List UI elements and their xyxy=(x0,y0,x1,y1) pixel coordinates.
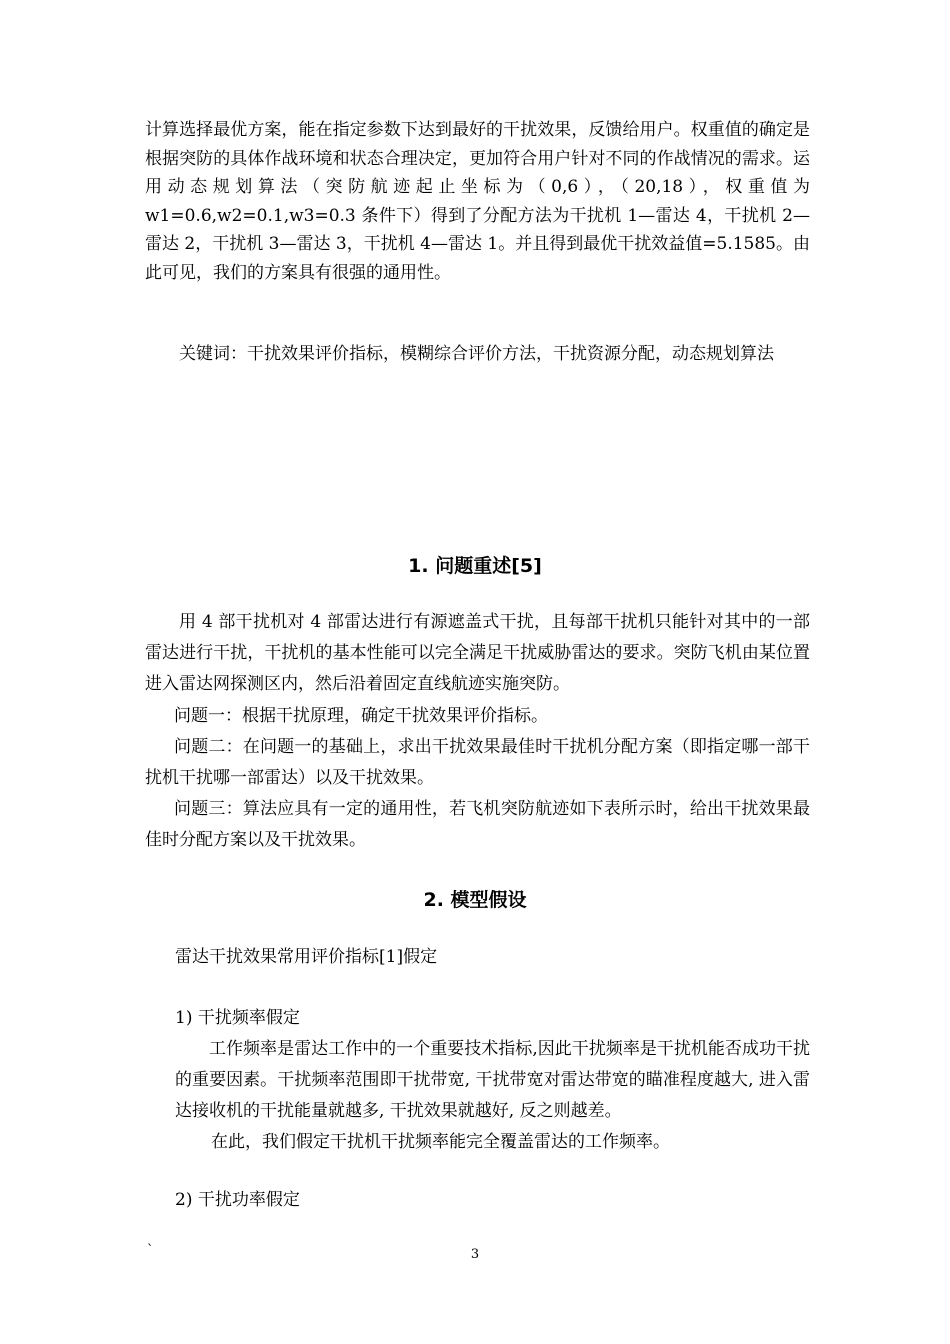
question-three: 问题三：算法应具有一定的通用性，若飞机突防航迹如下表所示时，给出干扰效果最佳时分配方案以及干扰效果。 xyxy=(145,799,810,850)
assumption-item-1-title: 1) 干扰频率假定 xyxy=(175,1008,300,1028)
question-two: 问题二：在问题一的基础上，求出干扰效果最佳时干扰机分配方案（即指定哪一部干扰机干扰哪一部雷达）以及干扰效果。 xyxy=(145,737,810,788)
footer-mark: ` xyxy=(147,1243,154,1258)
assumption-item-1-text: 工作频率是雷达工作中的一个重要技术指标,因此干扰频率是干扰机能否成功干扰的重要因素。干扰频率范围即干扰带宽, 干扰带宽对雷达带宽的瞄准程度越大, 进入雷达接收机的干扰能量就越多, 干扰效果就越好, 反之则越差。 xyxy=(175,1039,810,1121)
section-heading-model-assumptions: 2. 模型假设 xyxy=(423,889,527,911)
assumption-item-1-note: 在此，我们假定干扰机干扰频率能完全覆盖雷达的工作频率。 xyxy=(211,1132,670,1152)
page-number: 3 xyxy=(470,1247,480,1262)
assumption-item-2-title: 2) 干扰功率假定 xyxy=(175,1190,300,1210)
abstract-continuation: 计算选择最优方案，能在指定参数下达到最好的干扰效果，反馈给用户。权重值的确定是根据突防的具体作战环境和状态合理决定，更加符合用户针对不同的作战情况的需求。运用动态规划算法（突防航迹起止坐标为（0,6），（20,18），权重值为 w1=0.6,w2=0.1,w3=0.3 条件下）得到了分配方法为干扰机 1—雷达 4，干扰机 2—雷达 2，干扰机 3—雷达 3，干扰机 4—雷达 1。并且得到最优干扰效益值=5.1585。由此可见，我们的方案具有很强的通用性。 xyxy=(145,120,810,283)
question-one: 问题一：根据干扰原理，确定干扰效果评价指标。 xyxy=(174,706,548,726)
problem-intro-paragraph: 用 4 部干扰机对 4 部雷达进行有源遮盖式干扰，且每部干扰机只能针对其中的一部雷达进行干扰，干扰机的基本性能可以完全满足干扰威胁雷达的要求。突防飞机由某位置进入雷达网探测区内，然后沿着固定直线航迹实施突防。 xyxy=(145,612,810,694)
keywords: 关键词：干扰效果评价指标，模糊综合评价方法，干扰资源分配，动态规划算法 xyxy=(179,344,774,364)
section-heading-problem-restatement: 1. 问题重述[5] xyxy=(408,555,542,577)
assumptions-subtitle: 雷达干扰效果常用评价指标[1]假定 xyxy=(175,947,438,967)
